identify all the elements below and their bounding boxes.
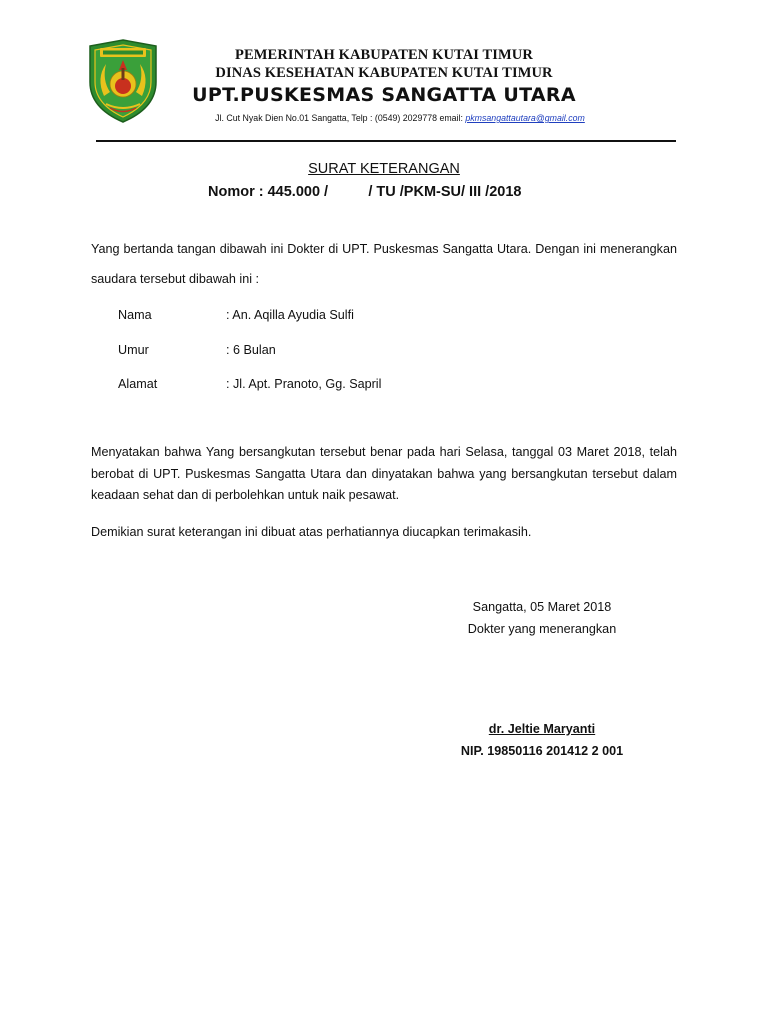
field-value: : An. Aqilla Ayudia Sulfi (226, 308, 354, 322)
letterhead-block (160, 46, 608, 108)
address-text: Jl. Cut Nyak Dien No.01 Sangatta, Telp : (0549) 2029778 email: (215, 113, 463, 123)
signature-role: Dokter yang menerangkan (467, 622, 617, 636)
intro-paragraph: Yang bertanda tangan dibawah ini Dokter di UPT. Puskesmas Sangatta Utara. Dengan ini menerangkan saudara tersebut dibawah ini : (91, 242, 677, 286)
statement-paragraph: Menyatakan bahwa Yang bersangkutan tersebut benar pada hari Selasa, tanggal 03 Maret 2018, telah berobat di UPT. Puskesmas Sangatta Utara dan dinyatakan bahwa yang bersangkutan tersebut dalam keadaan sehat dan di perbolehkan untuk naik pesawat. (91, 445, 677, 502)
letterhead-address (140, 112, 660, 124)
field-value: : 6 Bulan (226, 343, 276, 357)
signatory-nip: NIP. 19850116 201412 2 001 (460, 744, 624, 758)
agency-name: DINAS KESEHATAN KABUPATEN KUTAI TIMUR (215, 65, 553, 81)
field-label: Alamat (118, 377, 158, 391)
signatory-name (420, 720, 664, 738)
field-value: : Jl. Apt. Pranoto, Gg. Sapril (226, 377, 382, 391)
field-label: Umur (118, 343, 149, 357)
institution-name: UPT.PUSKESMAS SANGATTA UTARA (192, 84, 576, 106)
document-number: Nomor : 445.000 / / TU /PKM-SU/ III /2018 (208, 184, 522, 200)
letterhead-divider (96, 140, 676, 142)
document-title (0, 160, 768, 178)
government-name: PEMERINTAH KABUPATEN KUTAI TIMUR (235, 47, 533, 63)
field-label: Nama (118, 308, 152, 322)
signatory-name-text: dr. Jeltie Maryanti (488, 722, 596, 736)
closing-paragraph: Demikian surat keterangan ini dibuat atas perhatiannya diucapkan terimakasih. (91, 525, 532, 539)
signature-place-date: Sangatta, 05 Maret 2018 (472, 600, 612, 614)
email-link[interactable]: pkmsangattautara@gmail.com (465, 113, 585, 123)
document-heading: SURAT KETERANGAN (308, 161, 460, 177)
